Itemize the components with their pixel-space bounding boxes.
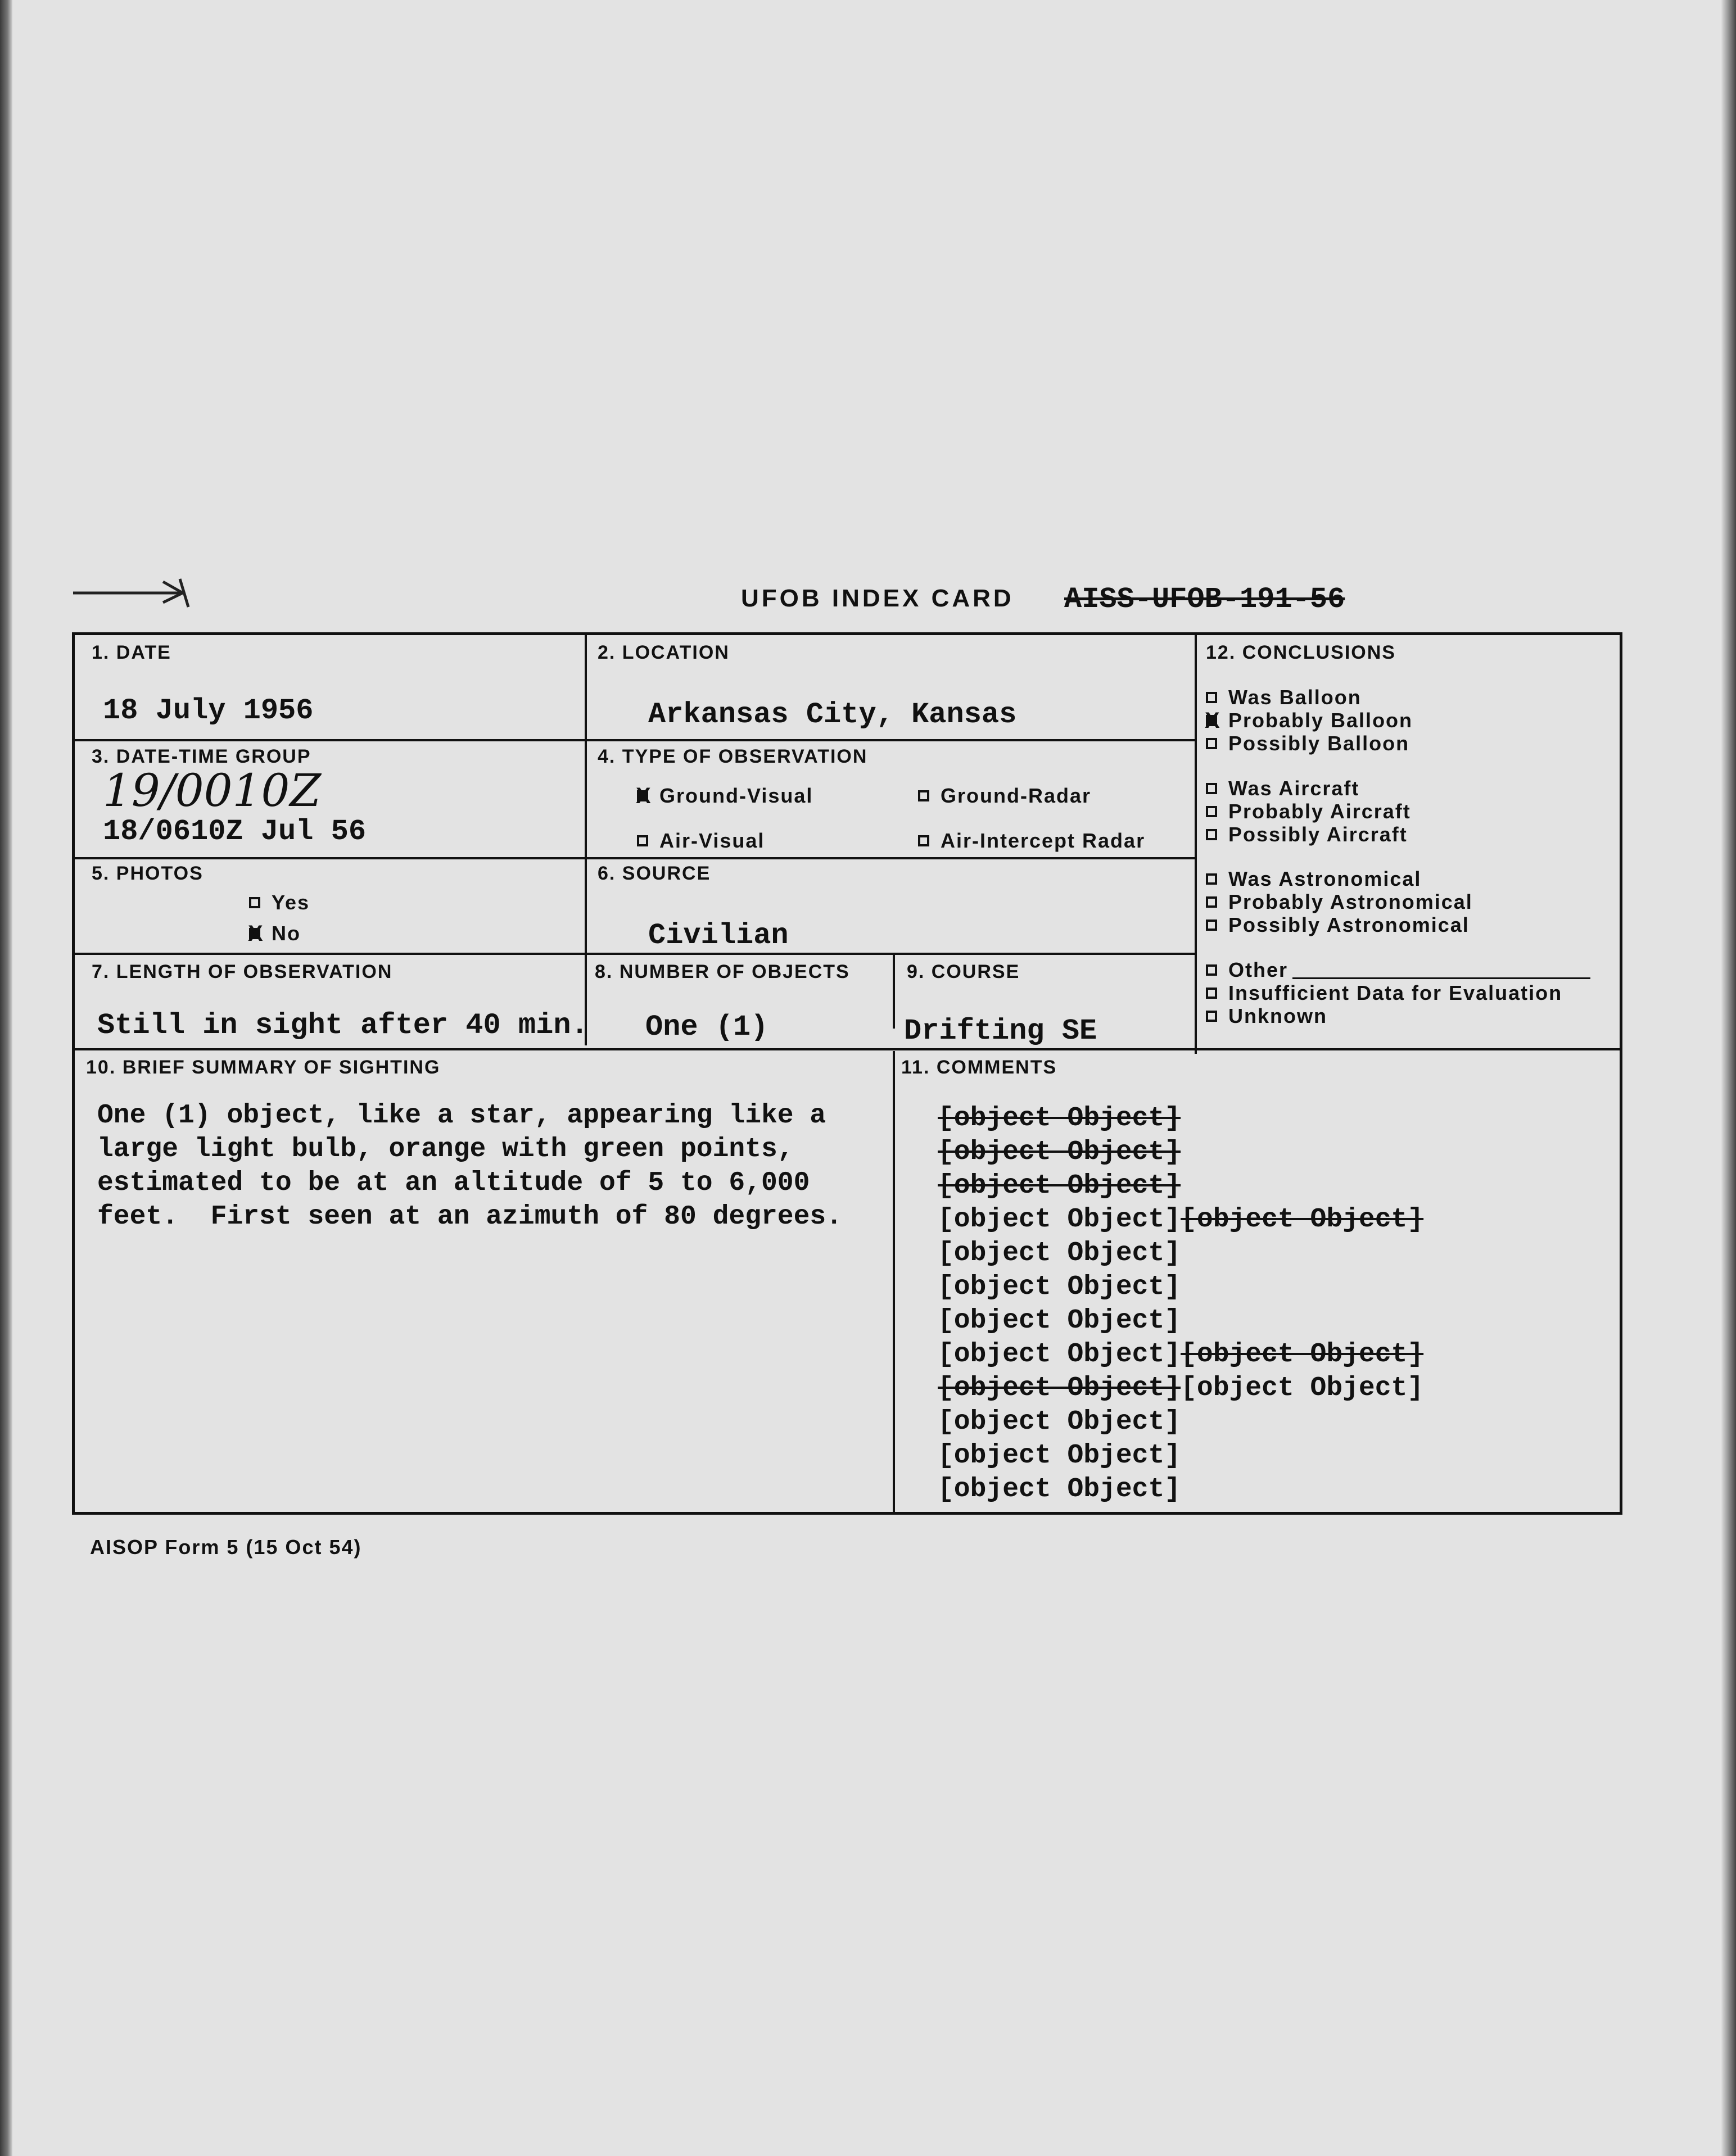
dtg-handwritten: 19/0010Z xyxy=(103,764,321,817)
rule-col-1 xyxy=(585,635,587,1045)
card-title: UFOB INDEX CARD xyxy=(741,585,1014,612)
conclusion-possibly-balloon[interactable]: Possibly Balloon xyxy=(1206,732,1409,755)
option-photos-yes[interactable]: Yes xyxy=(249,891,310,914)
summary-label: 10. BRIEF SUMMARY OF SIGHTING xyxy=(86,1057,441,1078)
checkbox-icon xyxy=(637,835,648,846)
checkbox-icon xyxy=(249,928,260,939)
dtg-typed: 18/0610Z Jul 56 xyxy=(103,815,367,848)
option-ground-visual[interactable]: X Ground-Visual xyxy=(637,784,813,808)
film-edge-right xyxy=(1721,0,1736,2156)
date-label: 1. DATE xyxy=(92,642,171,663)
checkbox-icon xyxy=(1206,1011,1217,1022)
form-footer: AISOP Form 5 (15 Oct 54) xyxy=(90,1536,362,1559)
rule-row-3 xyxy=(75,953,1195,955)
number-value: One (1) xyxy=(645,1011,768,1044)
checkbox-icon xyxy=(1206,920,1217,931)
conclusion-insufficient-data[interactable]: Insufficient Data for Evaluation xyxy=(1206,981,1562,1005)
option-air-visual[interactable]: Air-Visual xyxy=(637,829,765,853)
source-label: 6. SOURCE xyxy=(598,863,711,884)
checkbox-icon xyxy=(1206,829,1217,840)
length-value: Still in sight after 40 min. xyxy=(97,1009,589,1042)
comments-label: 11. COMMENTS xyxy=(901,1057,1057,1078)
checkbox-icon xyxy=(1206,715,1217,726)
checkbox-icon xyxy=(249,897,260,908)
rule-row-4 xyxy=(75,1048,1621,1050)
conclusions-label: 12. CONCLUSIONS xyxy=(1206,642,1396,663)
checkbox-icon xyxy=(1206,896,1217,908)
summary-text: One (1) object, like a star, appearing like a large light bulb, orange with green points, estimated to be at an altitude of 5 to 6,000 feet. First seen at an azimuth of 80 degrees. xyxy=(97,1100,843,1232)
option-air-intercept-radar[interactable]: Air-Intercept Radar xyxy=(918,829,1145,853)
rule-row-2 xyxy=(75,857,1195,859)
rule-col-2 xyxy=(1195,635,1197,1054)
conclusion-was-astronomical[interactable]: Was Astronomical xyxy=(1206,867,1421,891)
checkbox-icon xyxy=(1206,783,1217,794)
rule-col-4 xyxy=(893,1051,895,1512)
checkbox-icon xyxy=(1206,692,1217,703)
other-blank-line xyxy=(1292,962,1590,979)
rule-row-1 xyxy=(75,739,1195,741)
film-edge-left xyxy=(0,0,12,2156)
photos-label: 5. PHOTOS xyxy=(92,863,204,884)
checkbox-icon xyxy=(1206,964,1217,976)
conclusion-possibly-astronomical[interactable]: Possibly Astronomical xyxy=(1206,913,1470,937)
checkbox-icon xyxy=(1206,806,1217,817)
conclusion-possibly-aircraft[interactable]: Possibly Aircraft xyxy=(1206,823,1408,846)
conclusion-was-aircraft[interactable]: Was Aircraft xyxy=(1206,777,1359,800)
date-value: 18 July 1956 xyxy=(103,694,314,727)
checkbox-icon xyxy=(1206,988,1217,999)
location-label: 2. LOCATION xyxy=(598,642,730,663)
course-label: 9. COURSE xyxy=(907,961,1020,982)
comments-text: [object Object] [object Object] [object Object] [object Object][object Object] [object Object] [object Object] [object Object] [object Object][object Object] [object Object][object Object] [object Object] [object Object] [object Object] xyxy=(938,1103,1424,1505)
course-value: Drifting SE xyxy=(904,1014,1097,1048)
observation-type-label: 4. TYPE OF OBSERVATION xyxy=(598,746,868,767)
source-value: Civilian xyxy=(648,919,789,952)
checkbox-icon xyxy=(1206,738,1217,749)
conclusion-was-balloon[interactable]: Was Balloon xyxy=(1206,686,1362,709)
conclusion-other[interactable]: Other xyxy=(1206,958,1590,982)
index-card xyxy=(72,632,1622,1515)
checkbox-icon xyxy=(918,790,929,801)
arrow-icon xyxy=(67,568,202,613)
option-ground-radar[interactable]: Ground-Radar xyxy=(918,784,1091,808)
checkbox-icon xyxy=(1206,873,1217,885)
card-number: AISS-UFOB-191-56 xyxy=(1064,583,1345,616)
length-label: 7. LENGTH OF OBSERVATION xyxy=(92,961,393,982)
dtg-label: 3. DATE-TIME GROUP xyxy=(92,746,311,767)
checkbox-icon xyxy=(637,790,648,801)
checkbox-icon xyxy=(918,835,929,846)
conclusion-probably-aircraft[interactable]: Probably Aircraft xyxy=(1206,800,1411,823)
rule-col-3 xyxy=(893,953,895,1029)
conclusion-probably-astronomical[interactable]: Probably Astronomical xyxy=(1206,890,1473,914)
conclusion-unknown[interactable]: Unknown xyxy=(1206,1004,1327,1028)
number-label: 8. NUMBER OF OBJECTS xyxy=(595,961,850,982)
option-photos-no[interactable]: X No xyxy=(249,922,301,945)
location-value: Arkansas City, Kansas xyxy=(648,698,1017,731)
conclusion-probably-balloon[interactable]: X Probably Balloon xyxy=(1206,709,1413,732)
